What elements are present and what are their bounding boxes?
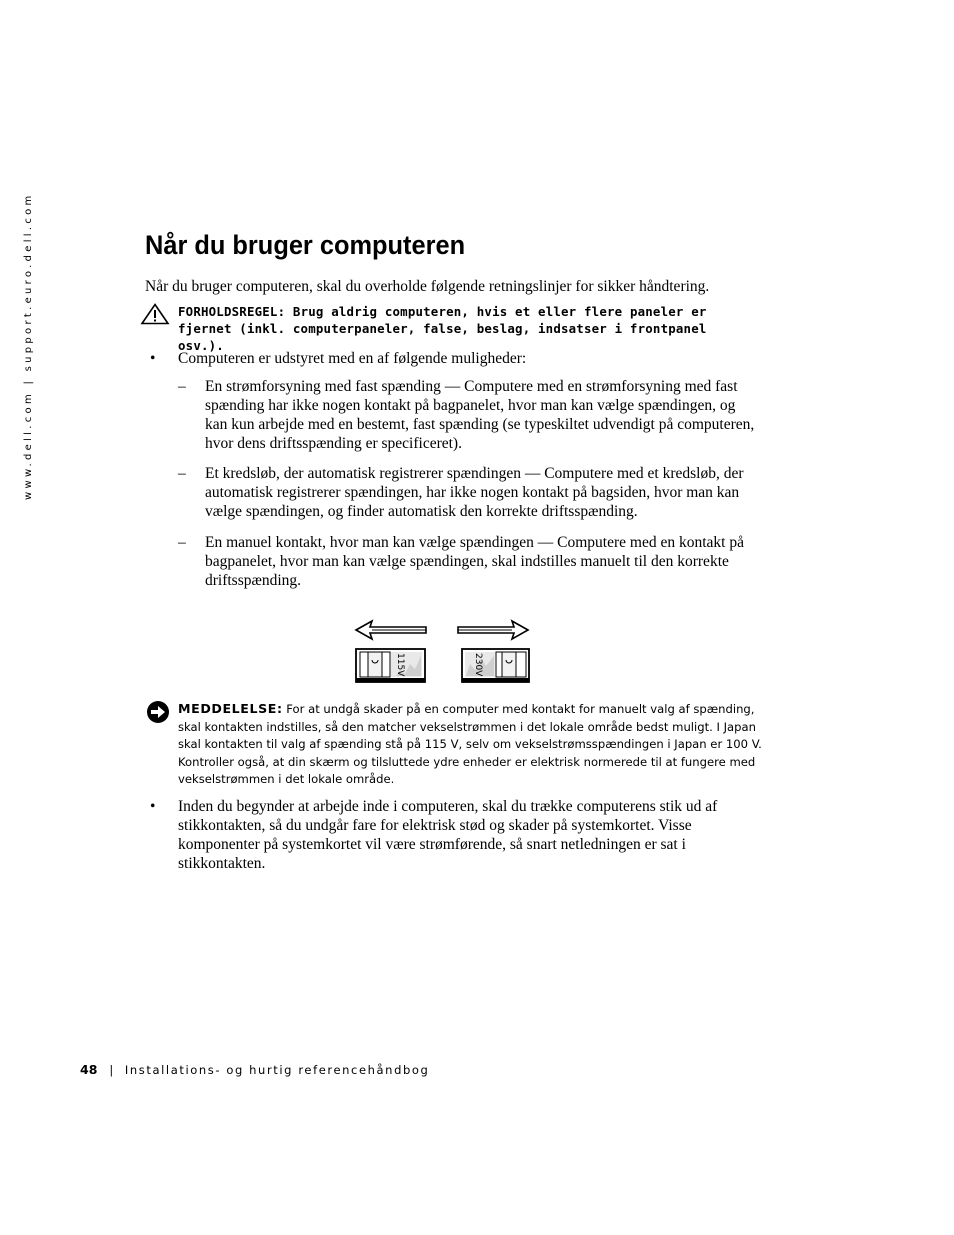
list-item	[178, 533, 760, 590]
subitem-text: En manuel kontakt, hvor man kan vælge spændingen — Computere med en kontakt på bagpanelet, hvor man kan vælge spændingen, skal indstilles manuelt til den korrekte driftsspænding.	[205, 534, 744, 589]
list-item	[178, 377, 760, 453]
warning-triangle-icon	[140, 303, 170, 325]
bullet-text: Computeren er udstyret med en af følgende muligheder:	[178, 350, 527, 367]
notice-label: MEDDELELSE:	[178, 701, 283, 716]
dash-symbol: –	[178, 378, 186, 395]
switch-label-115v: 115V	[395, 653, 405, 677]
subitem-text: En strømforsyning med fast spænding — Computere med en strømforsyning med fast spænding har ikke nogen kontakt på bagpanelet, hvor man kan vælge spændingen, og kan kun arbejde med en bestemt, fast spænding (se typeskiltet udvendigt på computeren, hvor dens driftsspænding er specificeret).	[205, 378, 755, 452]
notice-text: For at undgå skader på en computer med kontakt for manuelt valg af spænding, skal kontakten indstilles, så den matcher vekselstrømmen i det lokale område bedst muligt. I Japan skal kontakten til valg af spænding stå på 115 V, selv om vekselstrømsspændingen i Japan er 100 V. Kontroller også, at din skærm og tilsluttede ydre enheder er elektrisk normerede til at fungere med vekselstrømmen i det lokale område.	[178, 702, 762, 786]
right-arrow-icon	[458, 621, 528, 639]
bullet-symbol: •	[150, 798, 156, 815]
voltage-switch-230v	[462, 649, 529, 682]
page-footer	[80, 1062, 429, 1077]
caution-text: Brug aldrig computeren, hvis et eller flere paneler er fjernet (inkl. computerpaneler, false, beslag, indsatser i frontpanel osv.).	[178, 304, 707, 353]
notice-arrow-icon	[146, 700, 170, 724]
notice-block	[146, 700, 766, 789]
voltage-switch-115v	[356, 649, 425, 682]
switch-label-230v: 230V	[473, 653, 483, 677]
list-item	[150, 349, 760, 368]
voltage-switch-figure	[352, 614, 537, 686]
dash-symbol: –	[178, 465, 186, 482]
dash-symbol: –	[178, 534, 186, 551]
bullet-text: Inden du begynder at arbejde inde i computeren, skal du trække computerens stik ud af stikkontakten, så du undgår fare for elektrisk stød og skader på systemkortet. Visse komponenter på systemkortet vil være strømførende, så snart netledningen er sat i stikkontakten.	[178, 798, 718, 872]
page-number: 48	[80, 1062, 98, 1077]
left-arrow-icon	[356, 621, 426, 639]
list-item	[178, 464, 760, 521]
footer-separator: |	[109, 1063, 115, 1077]
page-title: Når du bruger computeren	[145, 230, 466, 260]
subitem-text: Et kredsløb, der automatisk registrerer spændingen — Computere med et kredsløb, der automatisk registrerer spændingen, har ikke nogen kontakt på bagsiden, hvor man kan vælge spændingen, og finder automatisk den korrekte driftsspænding.	[205, 465, 744, 520]
intro-paragraph: Når du bruger computeren, skal du overholde følgende retningslinjer for sikker håndtering.	[145, 278, 710, 295]
list-item	[150, 797, 760, 873]
book-title: Installations- og hurtig referencehåndbog	[124, 1063, 430, 1077]
caution-block	[140, 303, 760, 354]
bullet-symbol: •	[150, 350, 156, 367]
sidebar-url: www.dell.com | support.euro.dell.com	[23, 192, 34, 500]
caution-label: FORHOLDSREGEL:	[178, 304, 286, 319]
